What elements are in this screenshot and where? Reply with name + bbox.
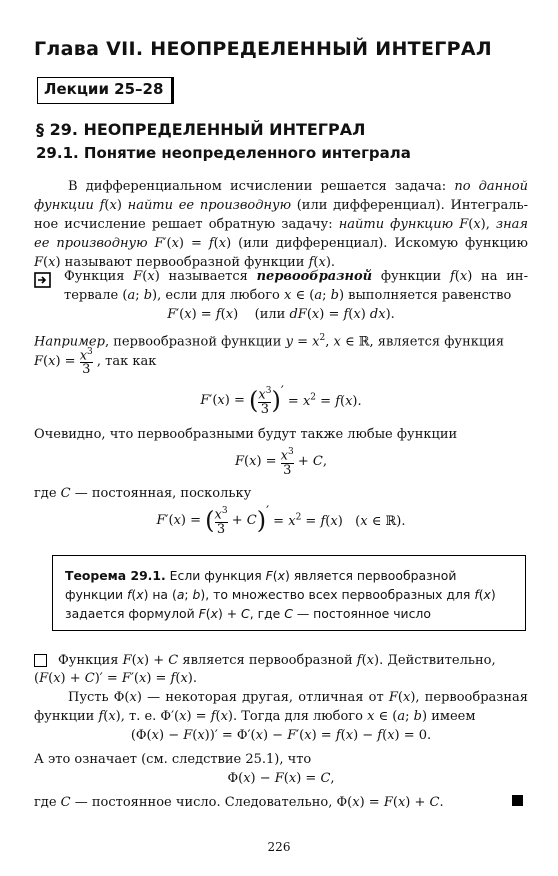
theorem-box: Теорема 29.1. Если функция F(x) является первообразной функции f(x) на (a; b), то множество всех первообразных для f(x) задается формулой F(x) + C, где C — постоянное число [52, 555, 526, 631]
chapter-title: Глава VII. НЕОПРЕДЕЛЕННЫЙ ИНТЕГРАЛ [34, 38, 492, 60]
conclusion-text: где C — постоянное число. Следовательно, Φ(x) = F(x) + C. [34, 795, 444, 810]
formula-definition: F′(x) = f(x) (или dF(x) = f(x) dx). [167, 307, 395, 322]
page-number: 226 [267, 840, 291, 854]
formula-general: F(x) = $\frac{x^3}{3}$ + C, [234, 447, 328, 479]
intro-paragraph: В дифференциальном исчислении решается задача: по данной функции f(x) найти ее производную (или дифференциал). Интегральное исчисление решает обратную задачу: найти функцию F(x), зная ее производную F′(x) = f(x) (или дифференциал). Искомую функцию F(x) называют первообразной функции f(x). [34, 179, 528, 270]
formula-derivative: F′(x) = ( $\frac{x^3}{3}$ )′ = $x^2 = f(x)$. [200, 384, 362, 418]
formula-general-derivative: F′(x) = ( $\frac{x^3}{3}$ + $C)' = x^2 = f(x)$ (x ∈ ℝ). [156, 504, 406, 538]
formula-difference: (Φ(x) − F(x))′ = Φ′(x) − F′(x) = f(x) − f(x) = 0. [130, 728, 432, 743]
formula-constant: Φ(x) − F(x) = C, [227, 771, 335, 786]
section-title: § 29. НЕОПРЕДЕЛЕННЫЙ ИНТЕГРАЛ [36, 120, 366, 139]
example-text: Например, первообразной функции $y = x^2$, x ∈ ℝ, является функция [34, 333, 505, 350]
subsection-title: 29.1. Понятие неопределенного интеграла [36, 144, 411, 162]
definition-icon [34, 272, 51, 288]
proof-line-1: Функция F(x) + C является первообразной f(x). Действительно, [58, 653, 496, 668]
definition-text: Функция F(x) называется первообразной функции f(x) на интервале (a; b), если для любого x ∈ (a; b) выполняется равенство [64, 269, 528, 303]
proof-paragraph: Пусть Φ(x) — некоторая другая, отличная от F(x), первообразная функции f(x), т. е. Φ′(x) = f(x). Тогда для любого x ∈ (a; b) имеем [34, 690, 528, 724]
obvious-text: Очевидно, что первообразными будут также любые функции [34, 427, 458, 442]
proof-start-icon [34, 654, 47, 667]
theorem-label: Теорема 29.1. [65, 568, 166, 583]
lecture-box: Лекции 25–28 [37, 77, 174, 104]
constant-text: где C — постоянная, поскольку [34, 486, 252, 501]
example-function: F(x) = $\frac{x^3}{3}$ , так как [34, 347, 157, 378]
corollary-text: А это означает (см. следствие 25.1), что [34, 752, 312, 767]
qed-icon [512, 795, 523, 806]
proof-line-2: (F(x) + C)′ = F′(x) = f(x). [34, 671, 197, 686]
